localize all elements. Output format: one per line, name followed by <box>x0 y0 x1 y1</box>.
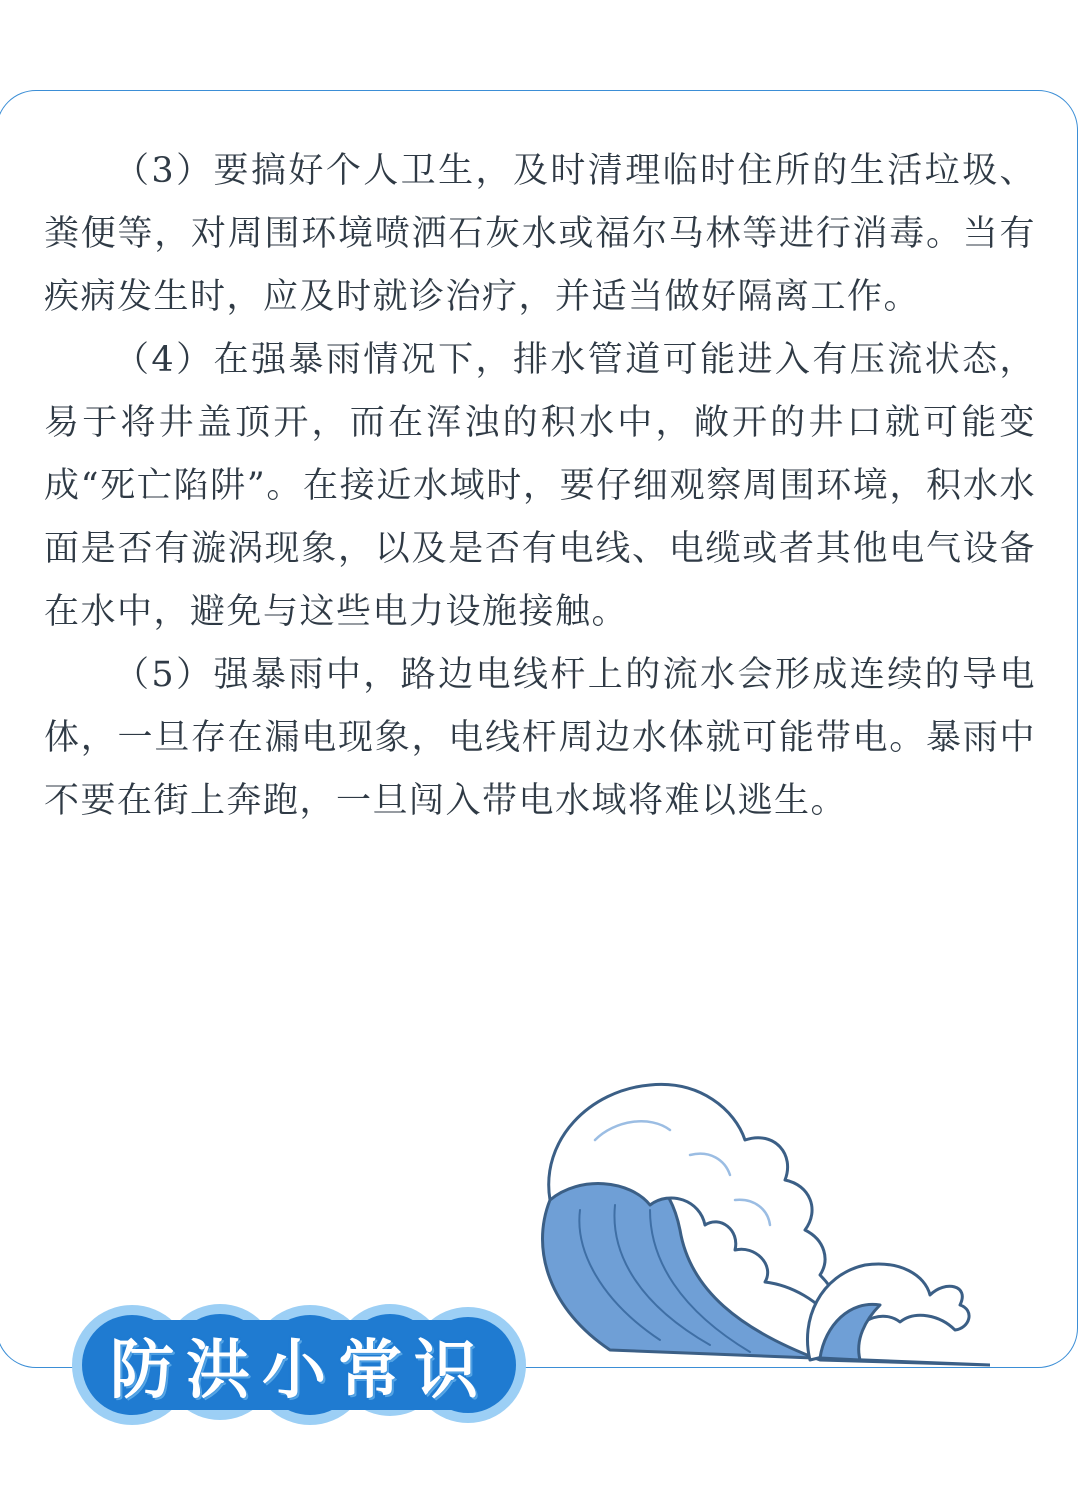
flood-tips-badge <box>70 1300 530 1430</box>
article-body <box>44 140 1036 833</box>
ocean-wave-illustration <box>520 1060 990 1370</box>
badge-title: 防洪小常识 <box>110 1334 490 1408</box>
paragraph-manhole: （4）在强暴雨情况下，排水管道可能进入有压流状态，易于将井盖顶开，而在浑浊的积水中，敞开的井口就可能变成“死亡陷阱”。在接近水域时，要仔细观察周围环境，积水水面是否有漩涡现象，以及是否有电线、电缆或者其他电气设备在水中，避免与这些电力设施接触。 <box>44 340 1036 632</box>
paragraph-electric-pole: （5）强暴雨中，路边电线杆上的流水会形成连续的导电体，一旦存在漏电现象，电线杆周边水体就可能带电。暴雨中不要在街上奔跑，一旦闯入带电水域将难以逃生。 <box>44 655 1036 821</box>
paragraph-hygiene: （3）要搞好个人卫生，及时清理临时住所的生活垃圾、粪便等，对周围环境喷洒石灰水或福尔马林等进行消毒。当有疾病发生时，应及时就诊治疗，并适当做好隔离工作。 <box>44 151 1036 317</box>
